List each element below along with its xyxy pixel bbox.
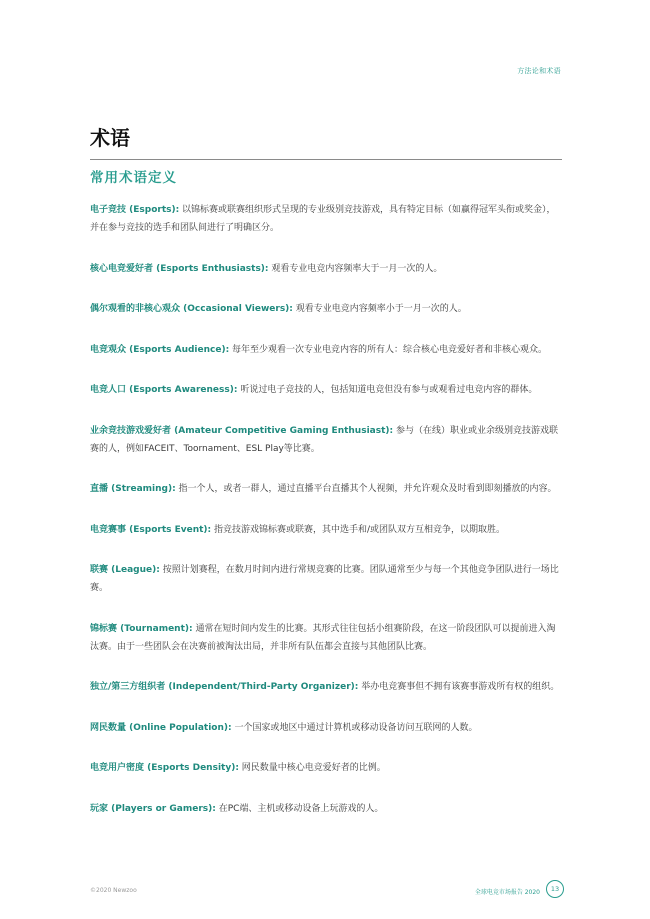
footer-report-title: 全球电竞市场报告 2020 xyxy=(474,889,540,896)
term-entry xyxy=(90,341,562,359)
term-name: 偶尔观看的非核心观众 (Occasional Viewers): xyxy=(90,304,293,314)
term-entry xyxy=(90,800,562,818)
term-entry xyxy=(90,620,562,656)
term-definition: 参与（在线）职业或业余级别竞技游戏联赛的人，例如FACEIT、Toornament、ESL Play等比赛。 xyxy=(90,425,558,454)
term-definition: 通常在短时间内发生的比赛。其形式往往包括小组赛阶段，在这一阶段团队可以提前进入淘汰赛。由于一些团队会在决赛前被淘汰出局，并非所有队伍都会直接与其他团队比赛。 xyxy=(90,623,556,652)
section-label: 方法论和术语 xyxy=(517,67,561,75)
page-title: 术语 xyxy=(90,126,130,150)
term-definition: 一个国家或地区中通过计算机或移动设备访问互联网的人数。 xyxy=(231,722,478,733)
term-definition: 指竞技游戏锦标赛或联赛，其中选手和/或团队双方互相竞争，以期取胜。 xyxy=(211,524,506,535)
term-definition: 举办电竞赛事但不拥有该赛事游戏所有权的组织。 xyxy=(358,682,560,692)
term-entry xyxy=(90,719,562,737)
term-entry xyxy=(90,480,562,498)
term-entry xyxy=(90,678,562,696)
term-name: 锦标赛 (Tournament): xyxy=(90,623,193,634)
section-subtitle: 常用术语定义 xyxy=(90,170,177,186)
term-entry xyxy=(90,381,562,399)
term-definition: 以锦标赛或联赛组织形式呈现的专业级别竞技游戏，具有特定目标（如赢得冠军头衔或奖金），并在参与竞技的选手和团队间进行了明确区分。 xyxy=(90,205,556,233)
term-name: 玩家 (Players or Gamers): xyxy=(90,803,216,814)
term-name: 电竞赛事 (Esports Event): xyxy=(90,524,212,535)
term-definition: 指一个人，或者一群人，通过直播平台直播其个人视频，并允许观众及时看到即刻播放的内容。 xyxy=(175,484,557,494)
term-entry xyxy=(90,422,562,458)
term-entry xyxy=(90,201,562,237)
term-definition: 网民数量中核心电竞爱好者的比例。 xyxy=(238,763,386,773)
term-name: 电竞人口 (Esports Awareness): xyxy=(90,385,238,395)
page-number: 13 xyxy=(546,880,564,898)
footer-copyright: ©2020 Newzoo xyxy=(90,887,137,894)
term-name: 网民数量 (Online Population): xyxy=(90,722,232,733)
term-entry xyxy=(90,759,562,777)
term-definition: 每年至少观看一次专业电竞内容的所有人：综合核心电竞爱好者和非核心观众。 xyxy=(229,344,548,355)
term-entry xyxy=(90,521,562,539)
term-name: 电竞用户密度 (Esports Density): xyxy=(90,763,239,773)
term-definition: 在PC端、主机或移动设备上玩游戏的人。 xyxy=(215,803,384,814)
term-name: 电竞观众 (Esports Audience): xyxy=(90,344,230,355)
term-name: 业余竞技游戏爱好者 (Amateur Competitive Gaming Enthusiast): xyxy=(90,425,394,436)
term-definition: 按照计划赛程，在数月时间内进行常规竞赛的比赛。团队通常至少与每一个其他竞争团队进行一场比赛。 xyxy=(90,565,559,593)
term-name: 独立/第三方组织者 (Independent/Third-Party Organizer): xyxy=(90,682,359,692)
term-name: 电子竞技 (Esports): xyxy=(90,205,180,215)
term-name: 联赛 (League): xyxy=(90,565,160,575)
term-list xyxy=(90,201,562,840)
term-name: 直播 (Streaming): xyxy=(90,484,176,494)
term-name: 核心电竞爱好者 (Esports Enthusiasts): xyxy=(90,263,269,274)
term-entry xyxy=(90,561,562,597)
term-entry xyxy=(90,260,562,278)
term-definition: 听说过电子竞技的人，包括知道电竞但没有参与或观看过电竞内容的群体。 xyxy=(237,385,538,395)
title-divider xyxy=(90,159,562,160)
term-entry xyxy=(90,300,562,318)
term-definition: 观看专业电竞内容频率小于一月一次的人。 xyxy=(292,304,467,314)
term-definition: 观看专业电竞内容频率大于一月一次的人。 xyxy=(268,263,443,274)
